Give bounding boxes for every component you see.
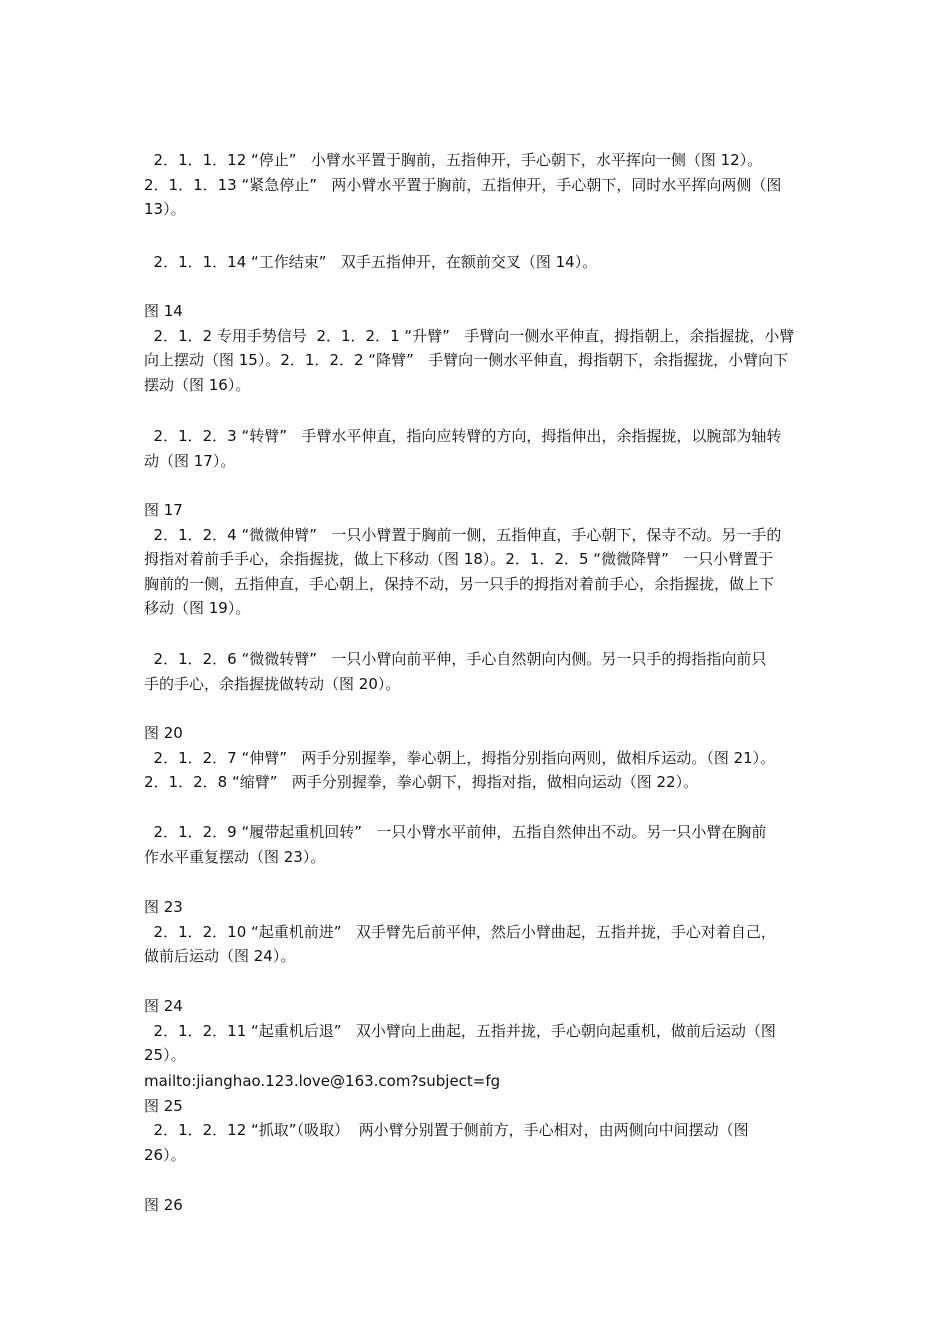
paragraph-2-1-2-3 bbox=[144, 424, 812, 473]
paragraph-2-1-2-6 bbox=[144, 647, 812, 696]
figure-caption: 图 14 bbox=[144, 302, 183, 320]
paragraph-2-1-2-11 bbox=[144, 994, 812, 1068]
figure-26-caption bbox=[144, 1193, 812, 1218]
paragraph-2-1-2-4 bbox=[144, 498, 812, 621]
paragraph-2-1-1-14 bbox=[144, 250, 812, 275]
text-line: 摆动（图 16）。 bbox=[144, 375, 251, 394]
text-line: 向上摆动（图 15）。2．1．2．2 “降臂” 手臂向一侧水平伸直，拇指朝下，余指握拢，小臂向下 bbox=[144, 351, 789, 369]
paragraph-2-1-2-10 bbox=[144, 895, 812, 969]
text-line: 26）。 bbox=[144, 1145, 186, 1164]
text-line: 2．1．2．8 “缩臂” 两手分别握拳，拳心朝下，拇指对指，做相向运动（图 22）。 bbox=[144, 773, 699, 791]
text-line: 2．1．2 专用手势信号 2．1．2．1 “升臂” 手臂向一侧水平伸直，拇指朝上，余指握拢，小臂 bbox=[144, 326, 795, 345]
text-line: 2．1．2．9 “履带起重机回转” 一只小臂水平前伸，五指自然伸出不动。另一只小臂在胸前 bbox=[144, 823, 767, 841]
text-line: 手的手心，余指握拢做转动（图 20）。 bbox=[144, 674, 401, 693]
text-line: 2．1．2．12 “抓取”（吸取） 两小臂分别置于侧前方，手心相对，由两侧向中间摆动（图 bbox=[144, 1121, 749, 1139]
text-line: 动（图 17）。 bbox=[144, 451, 236, 470]
paragraph-2-1-1-12 bbox=[144, 148, 812, 222]
text-line: 2．1．2．7 “伸臂” 两手分别握拳，拳心朝上，拇指分别指向两则，做相斥运动。（图 21）。 bbox=[144, 748, 776, 767]
figure-caption: 图 26 bbox=[144, 1196, 183, 1214]
figure-caption: 图 20 bbox=[144, 724, 183, 742]
paragraph-2-1-2-9 bbox=[144, 820, 812, 869]
text-line: 2．1．2．4 “微微伸臂” 一只小臂置于胸前一侧，五指伸直，手心朝下，保寺不动。另一手的 bbox=[144, 525, 782, 544]
mailto-link[interactable]: mailto:jianghao.123.love@163.com?subject=fg bbox=[144, 1072, 501, 1090]
paragraph-2-1-2-12 bbox=[144, 1069, 812, 1167]
figure-caption: 图 17 bbox=[144, 501, 183, 519]
text-line: 13）。 bbox=[144, 200, 186, 218]
figure-caption: 图 25 bbox=[144, 1096, 183, 1115]
text-line: 2．1．2．11 “起重机后退” 双小臂向上曲起，五指并拢，手心朝向起重机，做前后运动（图 bbox=[144, 1021, 776, 1040]
text-line: 2．1．1．12 “停止” 小臂水平置于胸前，五指伸开，手心朝下，水平挥向一侧（图 12）。 bbox=[144, 151, 763, 169]
text-line: 25）。 bbox=[144, 1046, 186, 1064]
text-line: 做前后运动（图 24）。 bbox=[144, 947, 296, 965]
paragraph-2-1-2 bbox=[144, 299, 812, 397]
text-line: 2．1．1．14 “工作结束” 双手五指伸开，在额前交叉（图 14）。 bbox=[144, 253, 598, 271]
text-line: 2．1．2．3 “转臂” 手臂水平伸直，指向应转臂的方向，拇指伸出，余指握拢，以腕部为轴转 bbox=[144, 427, 782, 445]
figure-caption: 图 24 bbox=[144, 997, 183, 1015]
text-line: 移动（图 19）。 bbox=[144, 599, 251, 617]
paragraph-2-1-2-7 bbox=[144, 721, 812, 795]
text-line: 拇指对着前手手心，余指握拢，做上下移动（图 18）。2．1．2．5 “微微降臂” 一只小臂置于 bbox=[144, 550, 774, 568]
text-line: 2．1．1．13 “紧急停止” 两小臂水平置于胸前，五指伸开，手心朝下，同时水平挥向两侧（图 bbox=[144, 175, 782, 194]
text-line: 胸前的一侧，五指伸直，手心朝上，保持不动，另一只手的拇指对着前手心，余指握拢，做上下 bbox=[144, 574, 775, 593]
text-line: 作水平重复摆动（图 23）。 bbox=[144, 847, 326, 866]
text-line: 2．1．2．6 “微微转臂” 一只小臂向前平伸，手心自然朝向内侧。另一只手的拇指指向前只 bbox=[144, 650, 767, 668]
text-line: 2．1．2．10 “起重机前进” 双手臂先后前平伸，然后小臂曲起，五指并拢，手心对着自己， bbox=[144, 922, 776, 941]
figure-caption: 图 23 bbox=[144, 898, 183, 916]
